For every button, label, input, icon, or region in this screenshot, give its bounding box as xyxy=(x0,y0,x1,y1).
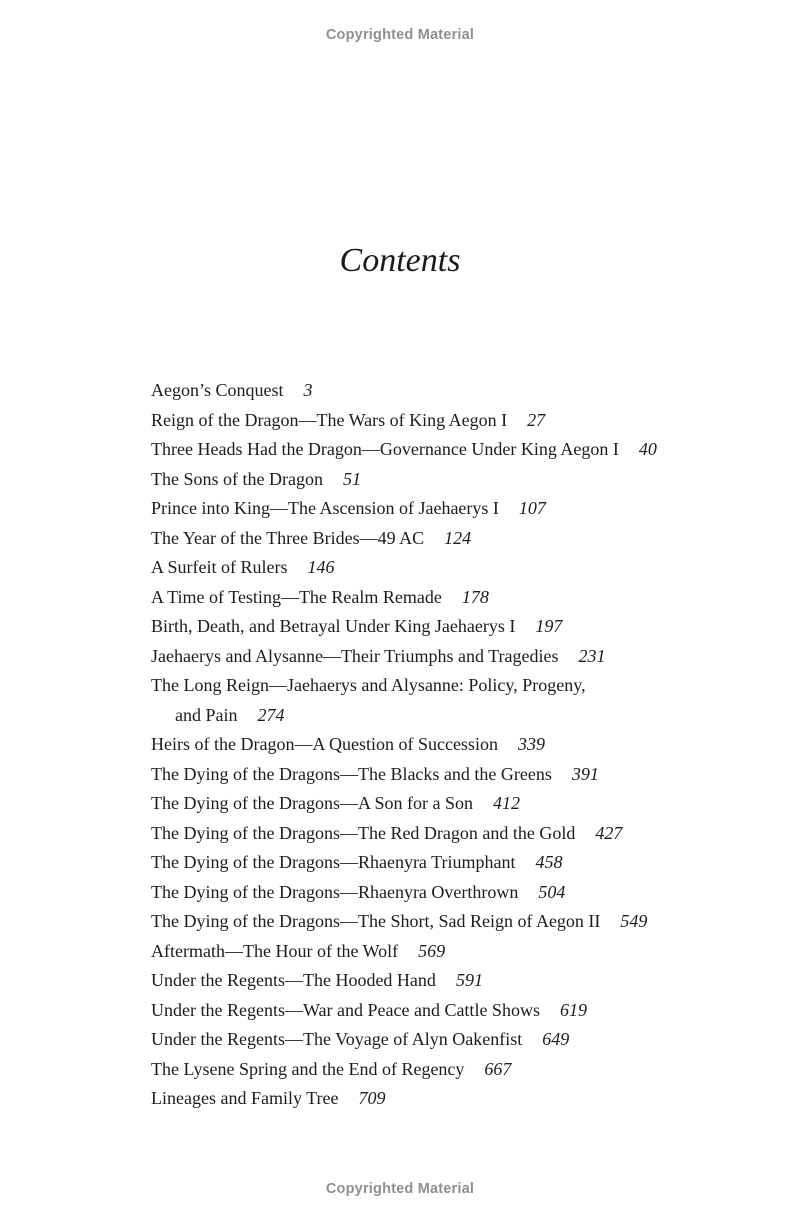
toc-entry xyxy=(151,494,711,524)
toc-entry xyxy=(151,907,711,937)
toc-entry-page: 124 xyxy=(444,527,472,548)
toc-entry-title: The Dying of the Dragons—Rhaenyra Triumphant xyxy=(151,852,516,872)
toc-entry xyxy=(151,612,711,642)
toc-entry-title: Under the Regents—The Voyage of Alyn Oakenfist xyxy=(151,1029,523,1049)
toc-entry-title: Lineages and Family Tree xyxy=(151,1088,339,1108)
toc-entry-page: 40 xyxy=(638,439,657,459)
toc-entry-page: 197 xyxy=(535,616,563,636)
toc-entry-title: Under the Regents—The Hooded Hand xyxy=(151,970,436,990)
toc-entry xyxy=(151,996,711,1026)
toc-entry xyxy=(151,406,711,436)
toc-entry xyxy=(151,848,711,878)
toc-entry xyxy=(151,671,711,701)
toc-entry-page: 391 xyxy=(571,763,599,784)
toc-entry-page: 274 xyxy=(257,704,285,725)
toc-entry-title: Prince into King—The Ascension of Jaehaerys I xyxy=(151,498,499,518)
toc-entry xyxy=(151,1055,711,1085)
toc-entry-page: 569 xyxy=(418,940,446,961)
toc-entry-page: 412 xyxy=(492,793,520,813)
table-of-contents xyxy=(151,376,711,1114)
toc-entry-title: The Dying of the Dragons—The Blacks and the Greens xyxy=(151,763,552,784)
toc-entry xyxy=(151,642,711,672)
toc-entry-page: 709 xyxy=(358,1088,386,1108)
toc-entry xyxy=(151,435,711,465)
toc-entry-page: 591 xyxy=(455,970,483,990)
toc-entry-title: A Time of Testing—The Realm Remade xyxy=(151,586,442,607)
toc-entry-title: The Dying of the Dragons—Rhaenyra Overthrown xyxy=(151,881,519,902)
toc-entry-title: Jaehaerys and Alysanne—Their Triumphs and Tragedies xyxy=(151,645,559,666)
toc-entry-title: Reign of the Dragon—The Wars of King Aegon I xyxy=(151,409,508,430)
toc-entry-page: 51 xyxy=(342,468,361,489)
toc-entry-page: 427 xyxy=(595,822,623,843)
toc-entry-page: 619 xyxy=(559,999,587,1020)
toc-entry-page: 649 xyxy=(542,1029,570,1049)
toc-entry xyxy=(151,966,711,996)
toc-entry-title: The Dying of the Dragons—The Red Dragon and the Gold xyxy=(151,822,576,843)
toc-entry xyxy=(151,878,711,908)
copyright-watermark-bottom: Copyrighted Material xyxy=(325,1181,475,1197)
toc-entry-page: 107 xyxy=(518,498,546,518)
toc-entry-page: 231 xyxy=(578,645,606,666)
toc-entry-title: Birth, Death, and Betrayal Under King Jaehaerys I xyxy=(151,616,516,636)
toc-entry xyxy=(151,376,711,406)
toc-entry-continuation xyxy=(151,701,711,731)
toc-entry-title: The Sons of the Dragon xyxy=(151,468,323,489)
copyright-watermark-top: Copyrighted Material xyxy=(325,27,475,43)
toc-entry-title: The Long Reign—Jaehaerys and Alysanne: Policy, Progeny, xyxy=(151,675,586,695)
toc-entry-page: 458 xyxy=(535,852,563,872)
toc-entry-title: Heirs of the Dragon—A Question of Succession xyxy=(151,734,498,754)
toc-entry-page: 667 xyxy=(484,1058,512,1079)
toc-entry xyxy=(151,730,711,760)
toc-entry-page: 178 xyxy=(461,586,489,607)
toc-entry xyxy=(151,583,711,613)
toc-entry xyxy=(151,1025,711,1055)
toc-entry-title: Three Heads Had the Dragon—Governance Under King Aegon I xyxy=(151,439,619,459)
toc-entry xyxy=(151,1084,711,1114)
toc-entry-title: Under the Regents—War and Peace and Cattle Shows xyxy=(151,999,540,1020)
toc-entry-title: The Dying of the Dragons—A Son for a Son xyxy=(151,793,473,813)
toc-entry-title: Aegon’s Conquest xyxy=(151,380,284,400)
page-title: Contents xyxy=(339,242,461,279)
toc-entry-title: The Dying of the Dragons—The Short, Sad Reign of Aegon II xyxy=(151,911,601,931)
toc-entry xyxy=(151,937,711,967)
toc-entry-page: 27 xyxy=(527,409,546,430)
toc-entry xyxy=(151,789,711,819)
toc-entry-title: The Year of the Three Brides—49 AC xyxy=(151,527,425,548)
toc-entry xyxy=(151,524,711,554)
toc-entry-page: 339 xyxy=(517,734,545,754)
toc-entry-title: The Lysene Spring and the End of Regency xyxy=(151,1058,465,1079)
toc-entry-title: Aftermath—The Hour of the Wolf xyxy=(151,940,399,961)
toc-entry-title: A Surfeit of Rulers xyxy=(151,557,288,577)
toc-entry-page: 549 xyxy=(620,911,648,931)
toc-entry xyxy=(151,553,711,583)
toc-entry-title: and Pain xyxy=(175,704,238,725)
toc-entry-page: 3 xyxy=(303,380,313,400)
toc-entry xyxy=(151,760,711,790)
toc-entry-page: 146 xyxy=(307,557,335,577)
toc-entry xyxy=(151,819,711,849)
toc-entry xyxy=(151,465,711,495)
toc-entry-page: 504 xyxy=(538,881,566,902)
